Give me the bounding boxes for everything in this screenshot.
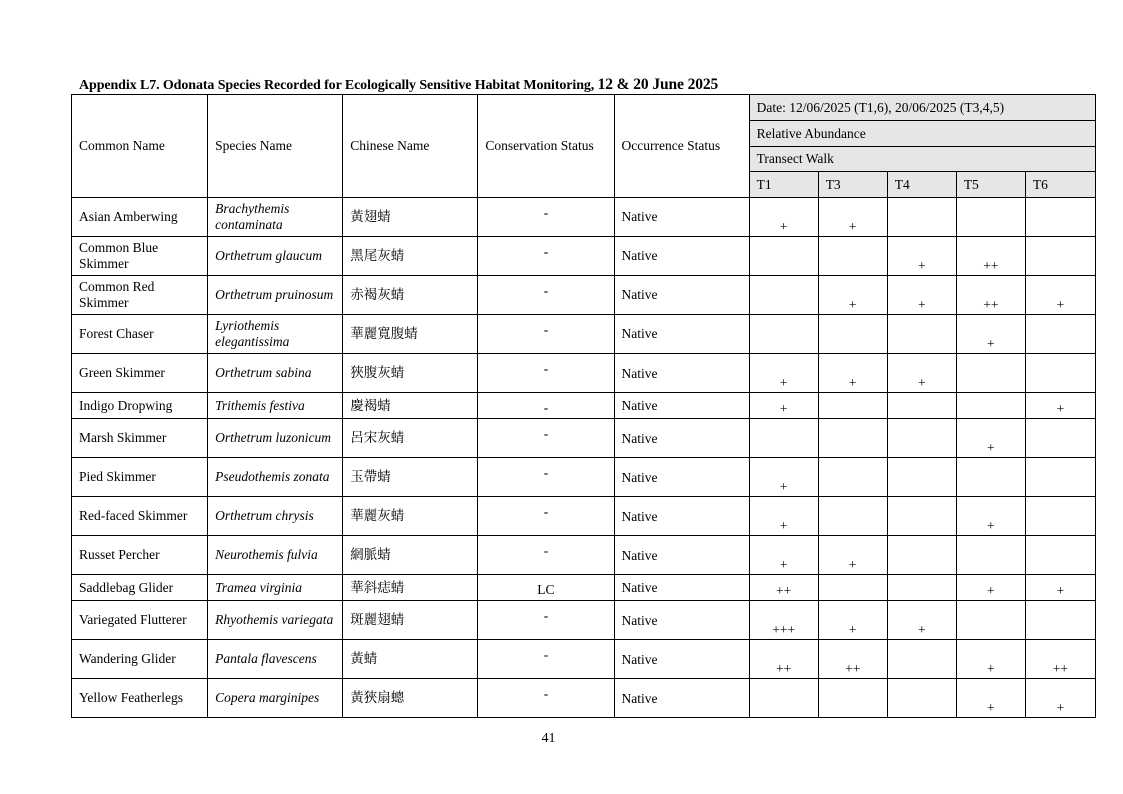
- abundance-cell-t3: +: [818, 276, 887, 315]
- common-name-cell: Red-faced Skimmer: [72, 497, 208, 536]
- abundance-cell-t5: ++: [956, 237, 1025, 276]
- common-name-cell: Russet Percher: [72, 536, 208, 575]
- abundance-cell-t3: +: [818, 601, 887, 640]
- conservation-status-cell: -: [478, 276, 614, 315]
- header-occurrence-status: Occurrence Status: [614, 95, 749, 198]
- header-relative-abundance: Relative Abundance: [749, 121, 1095, 147]
- abundance-cell-t4: +: [887, 237, 956, 276]
- species-table-body: [72, 198, 1096, 718]
- appendix-title: [79, 76, 718, 94]
- header-transect-t1: T1: [749, 172, 818, 198]
- species-name-cell: Trithemis festiva: [208, 393, 343, 419]
- abundance-cell-t4: +: [887, 354, 956, 393]
- abundance-cell-t6: [1025, 458, 1095, 497]
- abundance-cell-t6: ++: [1025, 640, 1095, 679]
- abundance-cell-t6: [1025, 315, 1095, 354]
- abundance-cell-t4: [887, 536, 956, 575]
- abundance-cell-t1: ++: [749, 575, 818, 601]
- abundance-cell-t4: [887, 393, 956, 419]
- abundance-cell-t5: [956, 536, 1025, 575]
- abundance-cell-t3: +: [818, 536, 887, 575]
- abundance-cell-t1: [749, 419, 818, 458]
- abundance-cell-t3: +: [818, 198, 887, 237]
- abundance-cell-t5: +: [956, 419, 1025, 458]
- species-name-cell: Neurothemis fulvia: [208, 536, 343, 575]
- abundance-cell-t3: [818, 237, 887, 276]
- abundance-cell-t3: [818, 393, 887, 419]
- header-transect-t4: T4: [887, 172, 956, 198]
- occurrence-status-cell: Native: [614, 354, 749, 393]
- abundance-cell-t3: [818, 458, 887, 497]
- abundance-cell-t4: +: [887, 276, 956, 315]
- abundance-cell-t6: +: [1025, 393, 1095, 419]
- table-row: [72, 497, 1096, 536]
- conservation-status-cell: -: [478, 237, 614, 276]
- conservation-status-cell: LC: [478, 575, 614, 601]
- species-name-cell: Orthetrum glaucum: [208, 237, 343, 276]
- occurrence-status-cell: Native: [614, 315, 749, 354]
- abundance-cell-t1: +: [749, 536, 818, 575]
- abundance-cell-t1: +++: [749, 601, 818, 640]
- header-species-name: Species Name: [208, 95, 343, 198]
- conservation-status-cell: -: [478, 315, 614, 354]
- header-transect-walk: Transect Walk: [749, 147, 1095, 172]
- abundance-cell-t4: +: [887, 601, 956, 640]
- species-name-cell: Lyriothemis elegantissima: [208, 315, 343, 354]
- table-row: [72, 276, 1096, 315]
- abundance-cell-t5: +: [956, 315, 1025, 354]
- header-transect-t6: T6: [1025, 172, 1095, 198]
- header-conservation-status: Conservation Status: [478, 95, 614, 198]
- chinese-name-cell: 玉帶蜻: [343, 458, 478, 497]
- page-number: 41: [541, 731, 556, 746]
- chinese-name-cell: 赤褐灰蜻: [343, 276, 478, 315]
- odonata-species-table: [71, 94, 1096, 718]
- abundance-cell-t6: [1025, 419, 1095, 458]
- common-name-cell: Asian Amberwing: [72, 198, 208, 237]
- abundance-cell-t5: +: [956, 640, 1025, 679]
- abundance-cell-t3: ++: [818, 640, 887, 679]
- chinese-name-cell: 慶褐蜻: [343, 393, 478, 419]
- species-name-cell: Orthetrum chrysis: [208, 497, 343, 536]
- abundance-cell-t4: [887, 419, 956, 458]
- common-name-cell: Common Blue Skimmer: [72, 237, 208, 276]
- table-row: [72, 575, 1096, 601]
- abundance-cell-t1: +: [749, 458, 818, 497]
- abundance-cell-t1: +: [749, 393, 818, 419]
- abundance-cell-t6: [1025, 354, 1095, 393]
- table-row: [72, 536, 1096, 575]
- abundance-cell-t4: [887, 458, 956, 497]
- abundance-cell-t6: [1025, 601, 1095, 640]
- table-row: [72, 354, 1096, 393]
- abundance-cell-t3: [818, 497, 887, 536]
- occurrence-status-cell: Native: [614, 679, 749, 718]
- common-name-cell: Variegated Flutterer: [72, 601, 208, 640]
- abundance-cell-t1: +: [749, 198, 818, 237]
- chinese-name-cell: 斑麗翅蜻: [343, 601, 478, 640]
- chinese-name-cell: 呂宋灰蜻: [343, 419, 478, 458]
- abundance-cell-t1: [749, 679, 818, 718]
- chinese-name-cell: 黃蜻: [343, 640, 478, 679]
- chinese-name-cell: 黃狹扇蟌: [343, 679, 478, 718]
- header-transect-t5: T5: [956, 172, 1025, 198]
- table-row: [72, 237, 1096, 276]
- chinese-name-cell: 狹腹灰蜻: [343, 354, 478, 393]
- abundance-cell-t1: ++: [749, 640, 818, 679]
- abundance-cell-t3: +: [818, 354, 887, 393]
- table-row: [72, 419, 1096, 458]
- abundance-cell-t4: [887, 497, 956, 536]
- abundance-cell-t3: [818, 315, 887, 354]
- chinese-name-cell: 網脈蜻: [343, 536, 478, 575]
- occurrence-status-cell: Native: [614, 198, 749, 237]
- abundance-cell-t4: [887, 315, 956, 354]
- species-name-cell: Brachythemis contaminata: [208, 198, 343, 237]
- conservation-status-cell: -: [478, 393, 614, 419]
- abundance-cell-t6: +: [1025, 276, 1095, 315]
- common-name-cell: Pied Skimmer: [72, 458, 208, 497]
- abundance-cell-t6: +: [1025, 679, 1095, 718]
- abundance-cell-t3: [818, 679, 887, 718]
- conservation-status-cell: -: [478, 601, 614, 640]
- abundance-cell-t1: [749, 237, 818, 276]
- species-name-cell: Pantala flavescens: [208, 640, 343, 679]
- species-name-cell: Pseudothemis zonata: [208, 458, 343, 497]
- common-name-cell: Common Red Skimmer: [72, 276, 208, 315]
- abundance-cell-t6: [1025, 497, 1095, 536]
- occurrence-status-cell: Native: [614, 640, 749, 679]
- chinese-name-cell: 黑尾灰蜻: [343, 237, 478, 276]
- header-date: Date: 12/06/2025 (T1,6), 20/06/2025 (T3,4,5): [749, 95, 1095, 121]
- conservation-status-cell: -: [478, 419, 614, 458]
- common-name-cell: Yellow Featherlegs: [72, 679, 208, 718]
- table-row: [72, 458, 1096, 497]
- abundance-cell-t3: [818, 419, 887, 458]
- header-chinese-name: Chinese Name: [343, 95, 478, 198]
- table-row: [72, 601, 1096, 640]
- abundance-cell-t5: +: [956, 679, 1025, 718]
- title-dates: 12 & 20 June 2025: [597, 76, 719, 93]
- abundance-cell-t5: [956, 458, 1025, 497]
- abundance-cell-t4: [887, 640, 956, 679]
- common-name-cell: Wandering Glider: [72, 640, 208, 679]
- species-name-cell: Tramea virginia: [208, 575, 343, 601]
- table-row: [72, 393, 1096, 419]
- abundance-cell-t5: [956, 393, 1025, 419]
- conservation-status-cell: -: [478, 679, 614, 718]
- table-row: [72, 198, 1096, 237]
- abundance-cell-t4: [887, 679, 956, 718]
- occurrence-status-cell: Native: [614, 276, 749, 315]
- title-prefix: Appendix L7. Odonata Species Recorded for Ecologically Sensitive Habitat Monitoring,: [79, 78, 595, 93]
- abundance-cell-t5: [956, 198, 1025, 237]
- common-name-cell: Saddlebag Glider: [72, 575, 208, 601]
- occurrence-status-cell: Native: [614, 458, 749, 497]
- abundance-cell-t1: [749, 315, 818, 354]
- conservation-status-cell: -: [478, 458, 614, 497]
- conservation-status-cell: -: [478, 497, 614, 536]
- occurrence-status-cell: Native: [614, 575, 749, 601]
- species-name-cell: Orthetrum luzonicum: [208, 419, 343, 458]
- occurrence-status-cell: Native: [614, 536, 749, 575]
- abundance-cell-t1: +: [749, 497, 818, 536]
- common-name-cell: Green Skimmer: [72, 354, 208, 393]
- abundance-cell-t6: [1025, 536, 1095, 575]
- occurrence-status-cell: Native: [614, 393, 749, 419]
- header-transect-t3: T3: [818, 172, 887, 198]
- common-name-cell: Forest Chaser: [72, 315, 208, 354]
- occurrence-status-cell: Native: [614, 237, 749, 276]
- abundance-cell-t5: [956, 601, 1025, 640]
- occurrence-status-cell: Native: [614, 497, 749, 536]
- table-row: [72, 315, 1096, 354]
- occurrence-status-cell: Native: [614, 601, 749, 640]
- table-row: [72, 679, 1096, 718]
- species-name-cell: Orthetrum pruinosum: [208, 276, 343, 315]
- abundance-cell-t4: [887, 198, 956, 237]
- species-name-cell: Rhyothemis variegata: [208, 601, 343, 640]
- conservation-status-cell: -: [478, 198, 614, 237]
- abundance-cell-t1: [749, 276, 818, 315]
- abundance-cell-t1: +: [749, 354, 818, 393]
- header-common-name: Common Name: [72, 95, 208, 198]
- common-name-cell: Marsh Skimmer: [72, 419, 208, 458]
- chinese-name-cell: 華斜痣蜻: [343, 575, 478, 601]
- abundance-cell-t5: ++: [956, 276, 1025, 315]
- conservation-status-cell: -: [478, 640, 614, 679]
- abundance-cell-t4: [887, 575, 956, 601]
- conservation-status-cell: -: [478, 354, 614, 393]
- occurrence-status-cell: Native: [614, 419, 749, 458]
- abundance-cell-t6: [1025, 237, 1095, 276]
- abundance-cell-t5: +: [956, 497, 1025, 536]
- species-name-cell: Copera marginipes: [208, 679, 343, 718]
- abundance-cell-t3: [818, 575, 887, 601]
- chinese-name-cell: 華麗寬腹蜻: [343, 315, 478, 354]
- abundance-cell-t6: +: [1025, 575, 1095, 601]
- species-name-cell: Orthetrum sabina: [208, 354, 343, 393]
- conservation-status-cell: -: [478, 536, 614, 575]
- common-name-cell: Indigo Dropwing: [72, 393, 208, 419]
- abundance-cell-t6: [1025, 198, 1095, 237]
- table-row: [72, 640, 1096, 679]
- abundance-cell-t5: [956, 354, 1025, 393]
- chinese-name-cell: 華麗灰蜻: [343, 497, 478, 536]
- abundance-cell-t5: +: [956, 575, 1025, 601]
- chinese-name-cell: 黃翅蜻: [343, 198, 478, 237]
